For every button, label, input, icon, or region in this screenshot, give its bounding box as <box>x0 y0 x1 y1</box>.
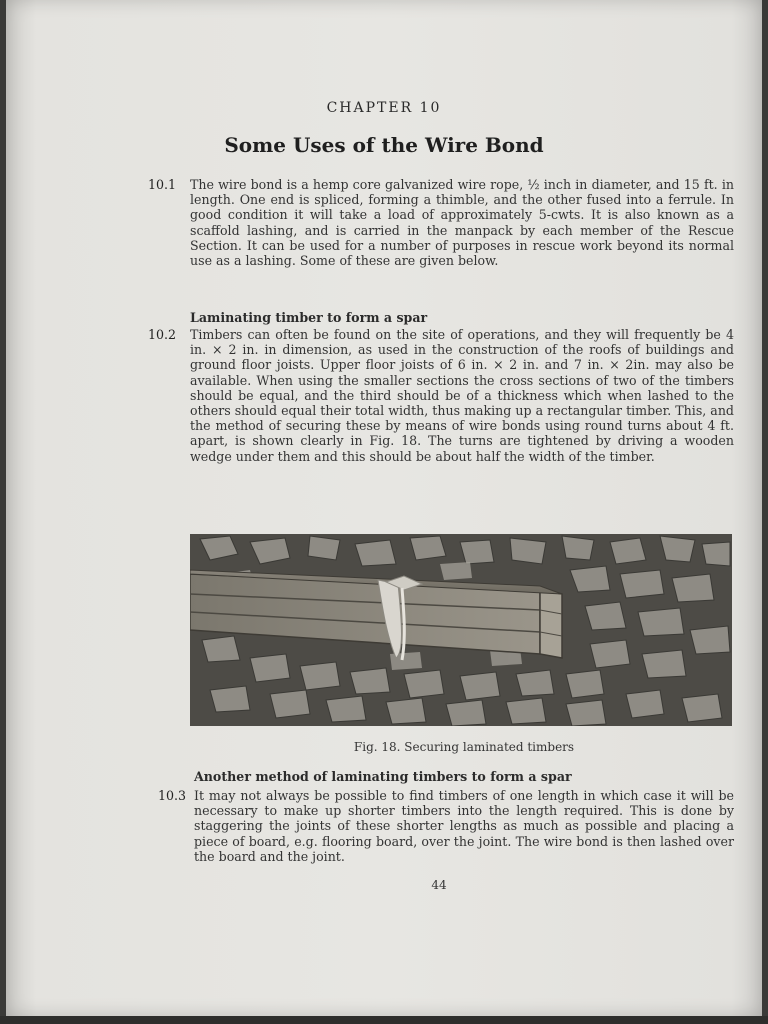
paragraph-10-2 <box>148 327 734 464</box>
paragraph-10-1 <box>148 177 734 268</box>
paragraph-text: Timbers can often be found on the site of operations, and they will frequently be 4 in. × 2 in. in dimension, as used in the construction of the roofs of buildings and ground floor joists. Upper floor joists of 6 in. × 2 in. and 7 in. × 2in. may also be available. When using the smaller sections the cross sections of two of the timbers should be equal, and the third should be of a thickness which when lashed to the others should equal their total width, thus making up a rectangular timber. This, and the method of securing these by means of wire bonds using round turns about 4 ft. apart, is shown clearly in Fig. 18. The turns are tightened by driving a wooden wedge under them and this should be about half the width of the timber. <box>190 327 734 464</box>
chapter-title: Some Uses of the Wire Bond <box>224 133 544 157</box>
paragraph-number: 10.3 <box>158 788 187 803</box>
figure-photo-laminated-timbers <box>190 534 732 726</box>
paragraph-text: It may not always be possible to find timbers of one length in which case it will be necessary to make up shorter timbers into the length required. This is done by staggering the joints of these shorter lengths as much as possible and placing a piece of board, e.g. flooring board, over the joint. The wire bond is then lashed over the board and the joint. <box>194 788 734 864</box>
rubble-timber-photo <box>190 534 732 726</box>
paragraph-10-3 <box>158 788 734 864</box>
figure-caption: Fig. 18. Securing laminated timbers <box>353 740 575 754</box>
subheading-laminating: Laminating timber to form a spar <box>190 310 428 325</box>
paragraph-text: The wire bond is a hemp core galvanized wire rope, ½ inch in diameter, and 15 ft. in length. One end is spliced, forming a thimble, and the other fused into a ferrule. In good condition it will take a load of approximately 5-cwts. It is also known as a scaffold lashing, and is carried in the manpack by each member of the Rescue Section. It can be used for a number of purposes in rescue work beyond its normal use as a lashing. Some of these are given below. <box>190 177 734 269</box>
paragraph-number: 10.1 <box>148 177 177 192</box>
page-number: 44 <box>431 878 447 892</box>
page-bottom-edge <box>0 1016 768 1024</box>
subheading-another-method: Another method of laminating timbers to form a spar <box>194 769 572 784</box>
chapter-heading: CHAPTER 10 <box>326 100 442 116</box>
paragraph-number: 10.2 <box>148 327 177 342</box>
